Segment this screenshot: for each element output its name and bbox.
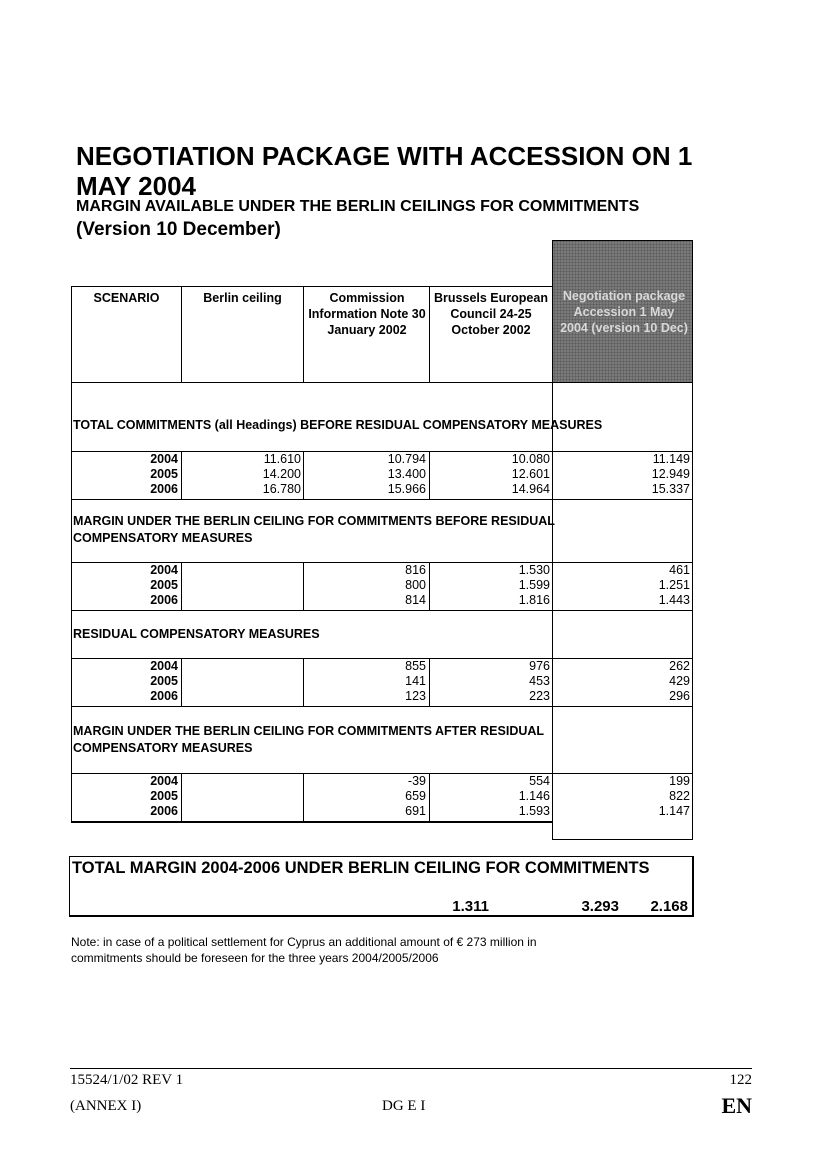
table-row-year: 2006 [150, 689, 178, 703]
page-title-line2: MAY 2004 [76, 171, 196, 201]
table-cell-brussels: 10.080 [511, 452, 550, 466]
section-title-margin-after-l2: COMPENSATORY MEASURES [73, 741, 253, 755]
footer-page-number: 122 [729, 1072, 752, 1088]
table-cell-commission: -39 [407, 774, 426, 788]
table-cell-negotiation: 822 [669, 789, 690, 803]
total-commission: 1.311 [452, 898, 489, 915]
footer-language: EN [721, 1093, 752, 1118]
table-cell-commission: 13.400 [387, 467, 426, 481]
table-row-year: 2004 [150, 774, 178, 788]
header-scenario: SCENARIO [93, 291, 160, 305]
header-berlin-ceiling: Berlin ceiling [203, 291, 282, 305]
table-cell-commission: 141 [405, 674, 426, 688]
table-cell-berlin: 16.780 [262, 482, 301, 496]
table-row-year: 2006 [150, 593, 178, 607]
section-title-margin-before-l2: COMPENSATORY MEASURES [73, 531, 253, 545]
table-cell-commission: 659 [405, 789, 426, 803]
header-brussels: Brussels European Council 24-25 October 2002 [434, 291, 548, 337]
total-margin-box [69, 856, 694, 917]
table-cell-berlin: 14.200 [262, 467, 301, 481]
table-cell-negotiation: 12.949 [651, 467, 690, 481]
note-line2: commitments should be foreseen for the three years 2004/2005/2006 [71, 951, 439, 965]
header-negotiation: Negotiation package Accession 1 May 2004 (version 10 Dec) [560, 289, 688, 335]
total-brussels: 3.293 [581, 898, 619, 915]
table-row-year: 2006 [150, 804, 178, 818]
header-commission: Commission Information Note 30 January 2002 [308, 291, 426, 337]
section-title-margin-before: MARGIN UNDER THE BERLIN CEILING FOR COMMITMENTS BEFORE RESIDUAL [73, 514, 555, 528]
section-title-residual: RESIDUAL COMPENSATORY MEASURES [73, 627, 320, 641]
footer-divider [70, 1068, 752, 1069]
table-cell-brussels: 1.530 [518, 563, 550, 577]
table-cell-brussels: 1.146 [518, 789, 550, 803]
table-cell-brussels: 1.593 [518, 804, 550, 818]
table-row-year: 2005 [150, 789, 178, 803]
table-cell-commission: 814 [405, 593, 426, 607]
table-cell-negotiation: 11.149 [652, 452, 690, 466]
total-negotiation: 2.168 [650, 898, 688, 915]
section-title-total-commitments: TOTAL COMMITMENTS (all Headings) BEFORE RESIDUAL COMPENSATORY MEASURES [73, 418, 603, 432]
footer-dg: DG E I [382, 1098, 426, 1114]
table-cell-brussels: 554 [529, 774, 550, 788]
table-cell-commission: 123 [405, 689, 426, 703]
table-cell-commission: 10.794 [387, 452, 426, 466]
table-cell-brussels: 223 [529, 689, 550, 703]
table-cell-negotiation: 1.147 [658, 804, 690, 818]
note-line1: Note: in case of a political settlement for Cyprus an additional amount of € 273 million in [71, 935, 537, 949]
table-cell-negotiation: 429 [669, 674, 690, 688]
table-row-year: 2005 [150, 674, 178, 688]
footer-annex: (ANNEX I) [70, 1098, 142, 1114]
table-cell-brussels: 976 [529, 659, 550, 673]
footer-doc-ref: 15524/1/02 REV 1 [70, 1072, 184, 1088]
table-cell-commission: 691 [405, 804, 426, 818]
page-title-line1: NEGOTIATION PACKAGE WITH ACCESSION ON 1 [76, 141, 693, 171]
table-row-year: 2004 [150, 563, 178, 577]
table-cell-commission: 800 [405, 578, 426, 592]
table-row-year: 2004 [150, 659, 178, 673]
table-cell-negotiation: 15.337 [651, 482, 690, 496]
table-row-year: 2006 [150, 482, 178, 496]
table-cell-commission: 855 [405, 659, 426, 673]
table-cell-commission: 816 [405, 563, 426, 577]
total-margin-title: TOTAL MARGIN 2004-2006 UNDER BERLIN CEILING FOR COMMITMENTS [72, 859, 650, 877]
table-cell-brussels: 453 [529, 674, 550, 688]
table-row-year: 2005 [150, 578, 178, 592]
table-cell-brussels: 12.601 [511, 467, 550, 481]
table-cell-negotiation: 461 [669, 563, 690, 577]
table-cell-brussels: 1.816 [518, 593, 550, 607]
table-cell-commission: 15.966 [387, 482, 426, 496]
table-cell-brussels: 14.964 [511, 482, 550, 496]
table-cell-negotiation: 1.443 [658, 593, 690, 607]
table-cell-negotiation: 199 [669, 774, 690, 788]
table-cell-negotiation: 1.251 [658, 578, 690, 592]
section-title-margin-after: MARGIN UNDER THE BERLIN CEILING FOR COMMITMENTS AFTER RESIDUAL [73, 724, 545, 738]
table-cell-brussels: 1.599 [518, 578, 550, 592]
table-row-year: 2004 [150, 452, 178, 466]
table-cell-negotiation: 296 [669, 689, 690, 703]
version-label: (Version 10 December) [76, 219, 281, 240]
page-subtitle: MARGIN AVAILABLE UNDER THE BERLIN CEILINGS FOR COMMITMENTS [76, 198, 640, 215]
table-row-year: 2005 [150, 467, 178, 481]
table-cell-berlin: 11.610 [263, 452, 301, 466]
table-cell-negotiation: 262 [669, 659, 690, 673]
